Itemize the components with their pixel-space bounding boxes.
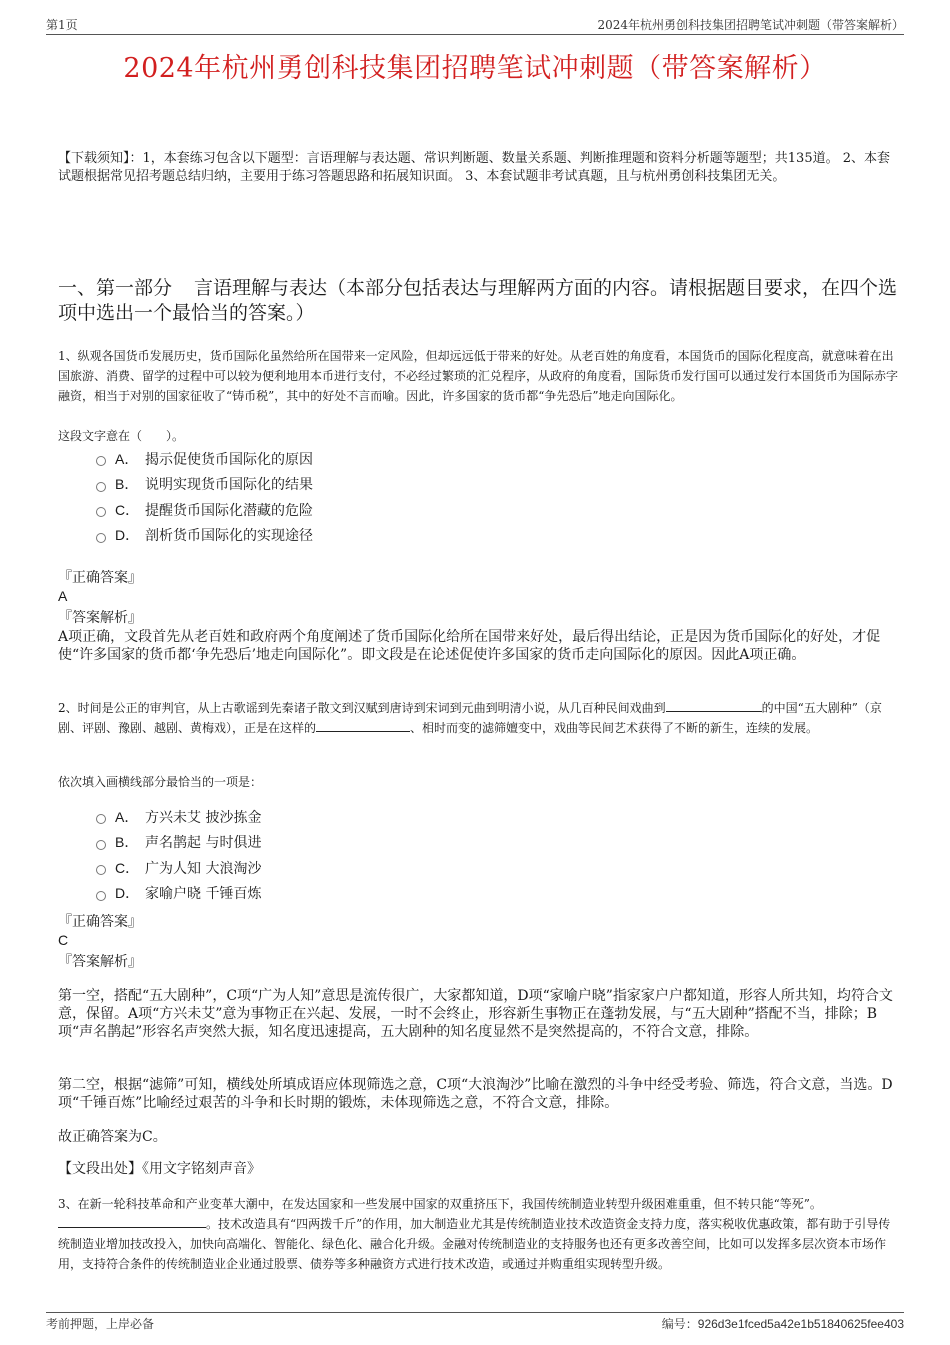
analysis-conclusion: 故正确答案为C。 bbox=[58, 1129, 167, 1145]
page-footer bbox=[46, 1312, 904, 1333]
option-c[interactable]: C． 广为人知 大浪淘沙 bbox=[96, 855, 261, 881]
header-doc-title: 2024年杭州勇创科技集团招聘笔试冲刺题（带答案解析） bbox=[597, 18, 904, 32]
footer-code: 编号：926d3e1fced5a42e1b51840625fee403 bbox=[661, 1317, 904, 1331]
option-d[interactable]: D． 家喻户晓 千锤百炼 bbox=[96, 881, 261, 907]
answer-value: C bbox=[58, 932, 69, 948]
option-a[interactable]: A． 揭示促使货币国际化的原因 bbox=[96, 446, 313, 472]
analysis-text: A项正确，文段首先从老百姓和政府两个角度阐述了货币国际化给所在国带来好处，最后得出结论，正是因为货币国际化的好处，才促使“许多国家的货币都‘争先恐后’地走向国际化”。即文段是在论述促使许多国家的货币走向国际化的原因。因此A项正确。 bbox=[58, 629, 881, 663]
radio-icon[interactable] bbox=[96, 814, 106, 824]
radio-icon[interactable] bbox=[96, 840, 106, 850]
page-title: 2024年杭州勇创科技集团招聘笔试冲刺题（带答案解析） bbox=[123, 53, 827, 84]
download-notice: 【下载须知】：1，本套练习包含以下题型：言语理解与表达题、常识判断题、数量关系题、判断推理题和资料分析题等题型；共135道。 2、本套试题根据常见招考题总结归纳，主要用于练习答题思路和拓展知识面。 3、本套试题非考试真题，且与杭州勇创科技集团无关。 bbox=[58, 151, 890, 184]
analysis-paragraph-2: 第二空，根据“滤筛”可知，横线处所填成语应体现筛选之意，C项“大浪淘沙”比喻在激烈的斗争中经受考验、筛选，符合文意，当选。D项“千锤百炼”比喻经过艰苦的斗争和长时期的锻炼，未体现筛选之意，不符合文意，排除。 bbox=[58, 1077, 893, 1111]
analysis-label: 『答案解析』 bbox=[58, 610, 142, 626]
section-title: 言语理解与表达（本部分包括表达与理解两方面的内容。请根据题目要求，在四个选项中选出一个最恰当的答案。） bbox=[58, 277, 898, 324]
question-2-text: 2、时间是公正的审判官，从上古歌谣到先秦诸子散文到汉赋到唐诗到宋词到元曲到明清小说，从几百种民间戏曲到 的中国“五大剧种”（京剧、评剧、豫剧、越剧、黄梅戏），正是在这样的 、相时而变的滤筛嬗变中，戏曲等民间艺术获得了不断的新生，连续的发展。 bbox=[58, 701, 882, 735]
footer-slogan: 考前押题，上岸必备 bbox=[46, 1317, 155, 1331]
analysis-label: 『答案解析』 bbox=[58, 954, 142, 970]
option-b[interactable]: B． 说明实现货币国际化的结果 bbox=[96, 472, 313, 498]
blank-line bbox=[316, 719, 410, 732]
option-b[interactable]: B． 声名鹊起 与时俱进 bbox=[96, 830, 261, 856]
analysis-paragraph-1: 第一空，搭配“五大剧种”，C项“广为人知”意思是流传很广，大家都知道，D项“家喻户晓”指家家户户都知道，形容人所共知，均符合文意，保留。A项“方兴未艾”意为事物正在兴起、发展，一时不会终止，形容新生事物正在蓬勃发展，与“五大剧种”搭配不当，排除；B项“声名鹊起”形容名声突然大振，知名度迅速提高，五大剧种的知名度显然不是突然提高的，不符合文意，排除。 bbox=[58, 988, 893, 1040]
page-number: 第1页 bbox=[46, 18, 78, 32]
question-2-stem: 依次填入画横线部分最恰当的一项是： bbox=[58, 775, 263, 789]
answer-label: 『正确答案』 bbox=[58, 914, 142, 930]
page-header bbox=[46, 14, 904, 35]
radio-icon[interactable] bbox=[96, 533, 106, 543]
option-c[interactable]: C． 提醒货币国际化潜藏的危险 bbox=[96, 497, 313, 523]
answer-label: 『正确答案』 bbox=[58, 570, 142, 586]
option-d[interactable]: D． 剖析货币国际化的实现途径 bbox=[96, 523, 313, 549]
answer-value: A bbox=[58, 588, 68, 604]
blank-line bbox=[666, 699, 762, 712]
radio-icon[interactable] bbox=[96, 456, 106, 466]
radio-icon[interactable] bbox=[96, 865, 106, 875]
question-1-options bbox=[96, 446, 313, 548]
blank-line bbox=[58, 1215, 206, 1228]
radio-icon[interactable] bbox=[96, 482, 106, 492]
question-1-text: 1、纵观各国货币发展历史，货币国际化虽然给所在国带来一定风险，但却远远低于带来的好处。从老百姓的角度看，本国货币的国际化程度高，就意味着在出国旅游、消费、留学的过程中可以较为便利地用本币进行支付，不必经过繁琐的汇兑程序，从政府的角度看，国际货币发行国可以通过发行本国货币为国际赤字融资，相当于对别的国家征收了“铸币税”，其中的好处不言而喻。因此，许多国家的货币都“争先恐后”地走向国际化。 bbox=[58, 349, 899, 403]
question-3-text: 3、在新一轮科技革命和产业变革大潮中，在发达国家和一些发展中国家的双重挤压下，我国传统制造业转型升级困难重重，但不转只能“等死”。。技术改造具有“四两拨千斤”的作用，加大制造业尤其是传统制造业技术改造资金支持力度，落实税收优惠政策，都有助于引导传统制造业增加技改投入，加快向高端化、智能化、绿色化、融合化升级。金融对传统制造业的支持服务也还有更多改善空间，比如可以发挥多层次资本市场作用，支持符合条件的传统制造业企业通过股票、债券等多种融资方式进行技术改造，或通过并购重组实现转型升级。 bbox=[58, 1197, 891, 1271]
section-heading bbox=[58, 276, 900, 326]
radio-icon[interactable] bbox=[96, 891, 106, 901]
section-number: 一、第一部分 bbox=[58, 277, 173, 299]
option-a[interactable]: A． 方兴未艾 披沙拣金 bbox=[96, 804, 261, 830]
text-source: 【文段出处】《用文字铭刻声音》 bbox=[58, 1161, 261, 1177]
question-2-options bbox=[96, 804, 261, 906]
question-1-stem: 这段文字意在（ ）。 bbox=[58, 429, 185, 443]
radio-icon[interactable] bbox=[96, 507, 106, 517]
